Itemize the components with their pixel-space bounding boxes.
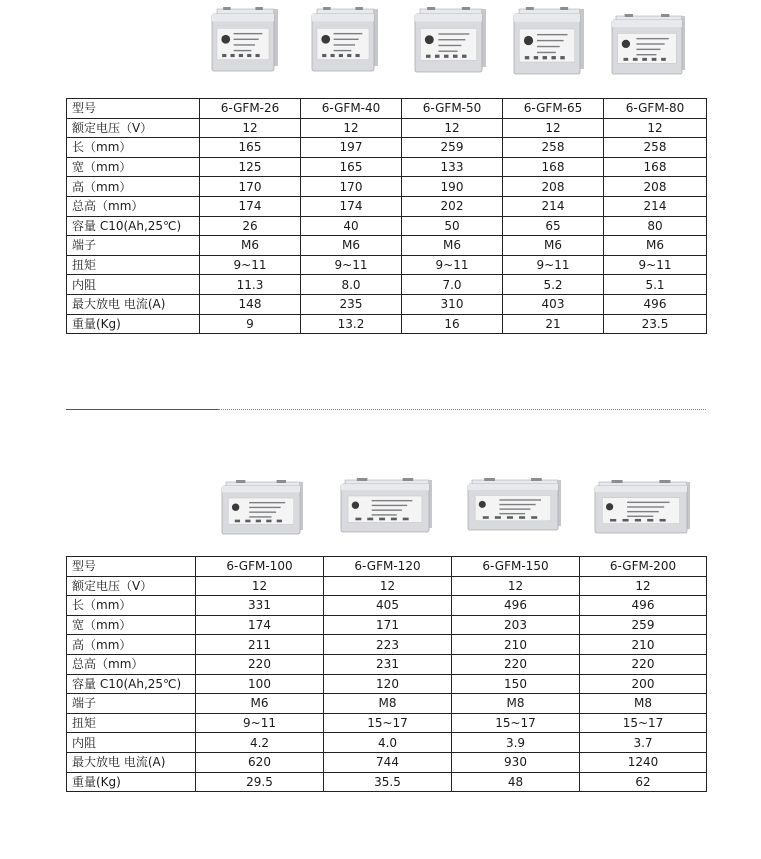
spec-label-cell: 长（mm） <box>67 596 196 616</box>
bottom-table-row <box>67 596 707 616</box>
spec-value-cell: M8 <box>324 694 452 714</box>
spec-value-cell: M6 <box>503 236 604 256</box>
spec-value-cell: 12 <box>452 576 580 596</box>
spec-value-cell: 203 <box>452 615 580 635</box>
spec-value-cell: 125 <box>200 157 301 177</box>
spec-value-cell: 12 <box>604 118 707 138</box>
battery-6gfm-200 <box>595 480 690 533</box>
spec-value-cell: 208 <box>503 177 604 197</box>
spec-value-cell: 9~11 <box>503 255 604 275</box>
model-label-cell: 型号 <box>67 99 200 119</box>
spec-value-cell: 3.7 <box>580 733 707 753</box>
spec-value-cell: 258 <box>503 138 604 158</box>
spec-value-cell: 170 <box>301 177 402 197</box>
spec-value-cell: 12 <box>402 118 503 138</box>
battery-6gfm-26 <box>212 7 278 71</box>
spec-value-cell: 214 <box>503 196 604 216</box>
spec-value-cell: M8 <box>580 694 707 714</box>
spec-value-cell: 13.2 <box>301 314 402 334</box>
model-name-cell: 6-GFM-80 <box>604 99 707 119</box>
spec-label-cell: 扭矩 <box>67 255 200 275</box>
bottom-table-row <box>67 635 707 655</box>
battery-6gfm-150 <box>468 478 561 530</box>
spec-label-cell: 内阻 <box>67 733 196 753</box>
spec-value-cell: 65 <box>503 216 604 236</box>
spec-value-cell: 148 <box>200 294 301 314</box>
spec-value-cell: 100 <box>196 674 324 694</box>
spec-value-cell: 9 <box>200 314 301 334</box>
spec-value-cell: 496 <box>604 294 707 314</box>
top-table-row <box>67 177 707 197</box>
bottom-table-row <box>67 654 707 674</box>
spec-value-cell: 170 <box>200 177 301 197</box>
spec-value-cell: 80 <box>604 216 707 236</box>
spec-value-cell: 21 <box>503 314 604 334</box>
spec-value-cell: 231 <box>324 654 452 674</box>
spec-value-cell: M6 <box>402 236 503 256</box>
spec-value-cell: 29.5 <box>196 772 324 792</box>
spec-value-cell: 11.3 <box>200 275 301 295</box>
battery-photos-bottom <box>0 470 761 550</box>
spec-value-cell: 9~11 <box>200 255 301 275</box>
spec-value-cell: 208 <box>604 177 707 197</box>
spec-value-cell: 23.5 <box>604 314 707 334</box>
spec-value-cell: 211 <box>196 635 324 655</box>
spec-value-cell: 168 <box>503 157 604 177</box>
spec-value-cell: 235 <box>301 294 402 314</box>
spec-value-cell: 4.2 <box>196 733 324 753</box>
spec-label-cell: 容量 C10(Ah,25℃) <box>67 674 196 694</box>
top-table-row <box>67 138 707 158</box>
spec-value-cell: 1240 <box>580 752 707 772</box>
spec-value-cell: 9~11 <box>402 255 503 275</box>
spec-value-cell: 9~11 <box>604 255 707 275</box>
model-name-cell: 6-GFM-65 <box>503 99 604 119</box>
spec-value-cell: 40 <box>301 216 402 236</box>
spec-value-cell: 214 <box>604 196 707 216</box>
spec-value-cell: 15~17 <box>324 713 452 733</box>
spec-value-cell: 4.0 <box>324 733 452 753</box>
spec-value-cell: 174 <box>196 615 324 635</box>
battery-6gfm-50 <box>415 7 486 72</box>
spec-label-cell: 重量(Kg) <box>67 314 200 334</box>
bottom-table-row <box>67 615 707 635</box>
top-table-row <box>67 196 707 216</box>
spec-value-cell: 496 <box>580 596 707 616</box>
top-table-row <box>67 255 707 275</box>
spec-value-cell: 12 <box>503 118 604 138</box>
bottom-table-row <box>67 576 707 596</box>
bottom-table-row <box>67 772 707 792</box>
spec-value-cell: 12 <box>580 576 707 596</box>
top-table-row <box>67 294 707 314</box>
spec-value-cell: 62 <box>580 772 707 792</box>
battery-photos-top <box>0 0 761 90</box>
spec-value-cell: 50 <box>402 216 503 236</box>
spec-label-cell: 高（mm） <box>67 635 196 655</box>
battery-6gfm-120 <box>341 478 432 532</box>
spec-value-cell: 16 <box>402 314 503 334</box>
spec-value-cell: 8.0 <box>301 275 402 295</box>
spec-value-cell: 258 <box>604 138 707 158</box>
spec-label-cell: 宽（mm） <box>67 615 196 635</box>
spec-value-cell: 174 <box>301 196 402 216</box>
model-name-cell: 6-GFM-40 <box>301 99 402 119</box>
spec-label-cell: 额定电压（V） <box>67 118 200 138</box>
spec-value-cell: M6 <box>200 236 301 256</box>
spec-value-cell: 190 <box>402 177 503 197</box>
spec-value-cell: 12 <box>200 118 301 138</box>
spec-value-cell: 210 <box>580 635 707 655</box>
model-name-cell: 6-GFM-120 <box>324 557 452 577</box>
spec-value-cell: M6 <box>196 694 324 714</box>
spec-value-cell: 930 <box>452 752 580 772</box>
spec-value-cell: 15~17 <box>580 713 707 733</box>
model-name-cell: 6-GFM-26 <box>200 99 301 119</box>
battery-6gfm-40 <box>312 7 378 71</box>
top-table-row <box>67 314 707 334</box>
spec-label-cell: 最大放电 电流(A) <box>67 294 200 314</box>
top-table-row <box>67 275 707 295</box>
bottom-table-row <box>67 733 707 753</box>
bottom-table-row <box>67 752 707 772</box>
spec-value-cell: M6 <box>301 236 402 256</box>
bottom-table-header-row <box>67 557 707 577</box>
spec-value-cell: 200 <box>580 674 707 694</box>
spec-value-cell: M6 <box>604 236 707 256</box>
spec-value-cell: 220 <box>580 654 707 674</box>
spec-value-cell: 620 <box>196 752 324 772</box>
bottom-table-row <box>67 694 707 714</box>
spec-label-cell: 容量 C10(Ah,25℃) <box>67 216 200 236</box>
spec-value-cell: 9~11 <box>301 255 402 275</box>
top-table-header-row <box>67 99 707 119</box>
spec-value-cell: 9~11 <box>196 713 324 733</box>
spec-value-cell: 12 <box>301 118 402 138</box>
model-label-cell: 型号 <box>67 557 196 577</box>
model-name-cell: 6-GFM-50 <box>402 99 503 119</box>
spec-value-cell: 48 <box>452 772 580 792</box>
spec-table-top <box>66 98 707 334</box>
top-table-row <box>67 118 707 138</box>
spec-value-cell: 405 <box>324 596 452 616</box>
spec-value-cell: 168 <box>604 157 707 177</box>
spec-value-cell: 15~17 <box>452 713 580 733</box>
spec-value-cell: 171 <box>324 615 452 635</box>
spec-value-cell: 120 <box>324 674 452 694</box>
spec-value-cell: 403 <box>503 294 604 314</box>
battery-6gfm-65 <box>514 7 584 74</box>
spec-value-cell: M8 <box>452 694 580 714</box>
top-table-row <box>67 236 707 256</box>
spec-value-cell: 35.5 <box>324 772 452 792</box>
spec-value-cell: 310 <box>402 294 503 314</box>
spec-value-cell: 26 <box>200 216 301 236</box>
spec-value-cell: 5.2 <box>503 275 604 295</box>
spec-label-cell: 宽（mm） <box>67 157 200 177</box>
spec-label-cell: 最大放电 电流(A) <box>67 752 196 772</box>
spec-value-cell: 223 <box>324 635 452 655</box>
spec-label-cell: 长（mm） <box>67 138 200 158</box>
bottom-table-row <box>67 674 707 694</box>
model-name-cell: 6-GFM-100 <box>196 557 324 577</box>
spec-value-cell: 744 <box>324 752 452 772</box>
spec-value-cell: 150 <box>452 674 580 694</box>
spec-value-cell: 259 <box>402 138 503 158</box>
spec-label-cell: 内阻 <box>67 275 200 295</box>
bottom-table-row <box>67 713 707 733</box>
spec-value-cell: 202 <box>402 196 503 216</box>
top-table-row <box>67 216 707 236</box>
spec-label-cell: 扭矩 <box>67 713 196 733</box>
battery-6gfm-100 <box>222 480 303 534</box>
spec-value-cell: 12 <box>324 576 452 596</box>
model-name-cell: 6-GFM-150 <box>452 557 580 577</box>
spec-value-cell: 7.0 <box>402 275 503 295</box>
model-name-cell: 6-GFM-200 <box>580 557 707 577</box>
spec-value-cell: 197 <box>301 138 402 158</box>
spec-value-cell: 220 <box>196 654 324 674</box>
spec-value-cell: 259 <box>580 615 707 635</box>
spec-value-cell: 165 <box>301 157 402 177</box>
spec-value-cell: 220 <box>452 654 580 674</box>
spec-value-cell: 3.9 <box>452 733 580 753</box>
spec-label-cell: 额定电压（V） <box>67 576 196 596</box>
spec-label-cell: 高（mm） <box>67 177 200 197</box>
spec-value-cell: 165 <box>200 138 301 158</box>
spec-value-cell: 174 <box>200 196 301 216</box>
spec-value-cell: 210 <box>452 635 580 655</box>
spec-label-cell: 重量(Kg) <box>67 772 196 792</box>
spec-label-cell: 总高（mm） <box>67 654 196 674</box>
spec-table-bottom <box>66 556 707 792</box>
spec-label-cell: 总高（mm） <box>67 196 200 216</box>
spec-value-cell: 5.1 <box>604 275 707 295</box>
spec-value-cell: 133 <box>402 157 503 177</box>
spec-label-cell: 端子 <box>67 694 196 714</box>
battery-6gfm-80 <box>612 14 685 74</box>
spec-value-cell: 12 <box>196 576 324 596</box>
spec-value-cell: 331 <box>196 596 324 616</box>
spec-value-cell: 496 <box>452 596 580 616</box>
spec-label-cell: 端子 <box>67 236 200 256</box>
top-table-row <box>67 157 707 177</box>
